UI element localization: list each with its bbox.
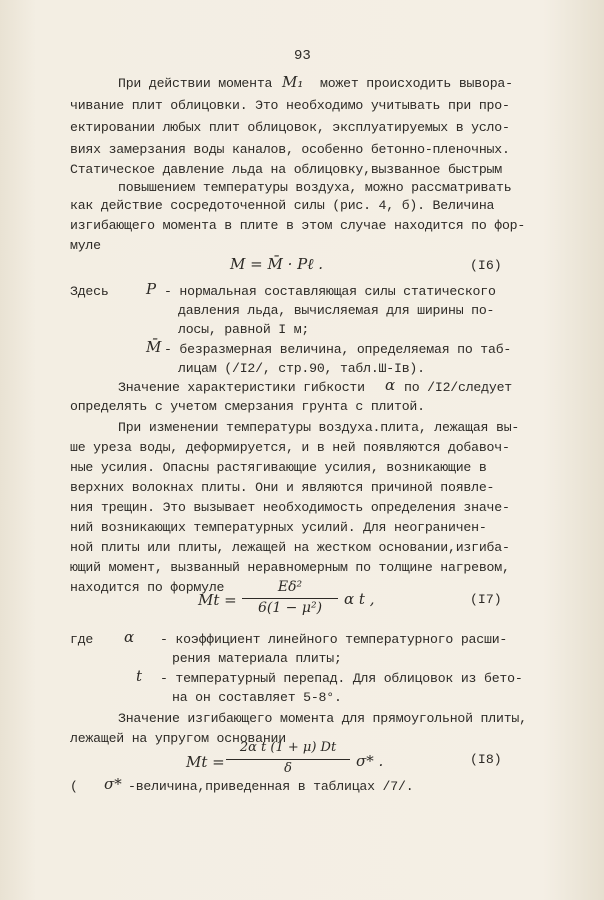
text-line: лежащей на упругом основании <box>70 731 286 746</box>
fraction-bar <box>226 759 350 760</box>
text-line: Здесь <box>70 284 109 299</box>
text-line: повышением температуры воздуха, можно рассматривать <box>118 180 512 195</box>
text-line: ные усилия. Опасны растягивающие усилия, возникающие в <box>70 460 487 475</box>
text-line: на он составляет 5-8°. <box>172 690 342 705</box>
text-line: ния трещин. Это вызывает необходимость определения значе- <box>70 500 510 515</box>
symbol-alpha: α <box>124 628 135 646</box>
text-line: -величина,приведенная в таблицах /7/. <box>128 779 414 794</box>
symbol-m1: M₁ <box>282 73 304 91</box>
symbol-t: t <box>136 667 143 685</box>
symbol-mbar: M̄ <box>146 338 162 356</box>
formula-18-lhs: Mt = <box>186 753 225 771</box>
fraction-bar <box>242 598 338 599</box>
text-line: давления льда, вычисляемая для ширины по- <box>178 303 495 318</box>
text-line: ектировании любых плит облицовок, эксплуатируемых в усло- <box>70 120 510 135</box>
text-line: чивание плит облицовки. Это необходимо учитывать при про- <box>70 98 510 113</box>
page-number: 93 <box>294 48 311 64</box>
formula-17-lhs: Mt = <box>198 591 237 609</box>
formula-18-denominator: δ <box>284 761 292 776</box>
formula-17-numerator: Eδ² <box>277 579 303 595</box>
text-line: определять с учетом смерзания грунта с плитой. <box>70 399 425 414</box>
text-line: где <box>70 632 94 647</box>
text-line: муле <box>70 238 101 253</box>
text-line: лосы, равной I м; <box>178 322 310 337</box>
equation-number: (I6) <box>470 258 502 273</box>
formula-16: M = M̄ · Pℓ . <box>230 255 324 273</box>
text-line: изгибающего момента в плите в этом случае находится по фор- <box>70 218 526 233</box>
text-line: При изменении температуры воздуха.плита, лежащая вы- <box>118 420 520 435</box>
text-line: Статическое давление льда на облицовку,вызванное быстрым <box>70 162 502 177</box>
text-line: Значение изгибающего момента для прямоугольной плиты, <box>118 711 527 726</box>
formula-18-tail: σ* . <box>356 752 384 770</box>
text-line: ( <box>70 779 78 794</box>
formula-18-numerator: 2α t (1 + μ) Dt <box>239 740 337 755</box>
formula-17-denominator: 6(1 − μ²) <box>257 600 323 616</box>
text-line: может происходить выворa- <box>320 76 513 91</box>
text-line: - безразмерная величина, определяемая по таб- <box>164 342 512 357</box>
formula-17-tail: α t , <box>344 590 375 608</box>
text-line: - нормальная составляющая силы статического <box>164 284 496 299</box>
text-line: ний возникающих температурных усилий. Для неограничен- <box>70 520 487 535</box>
text-line: Значение характеристики гибкости <box>118 380 365 395</box>
text-line: находится по формуле <box>70 580 225 595</box>
text-line: ше уреза воды, деформируется, и в ней появляются добавоч- <box>70 440 510 455</box>
text-line: - коэффициент линейного температурного расши- <box>160 632 508 647</box>
text-line: ной плиты или плиты, лежащей на жестком основании,изгиба- <box>70 540 510 555</box>
text-line: виях замерзания воды каналов, особенно бетонно-пленочных. <box>70 142 510 157</box>
symbol-sigma: σ* <box>104 775 122 793</box>
text-line: ющий момент, вызванный неравномерным по толщине нагревом, <box>70 560 510 575</box>
text-line: по /I2/следует <box>404 380 512 395</box>
text-line: верхних волокнах плиты. Они и являются причиной появле- <box>70 480 495 495</box>
symbol-p: P <box>146 280 157 298</box>
text-line: лицам (/I2/, стр.90, табл.Ш-Iв). <box>178 361 425 376</box>
text-line: рения материала плиты; <box>172 651 342 666</box>
symbol-alpha: α <box>385 376 396 394</box>
text-line: - температурный перепад. Для облицовок из бето- <box>160 671 523 686</box>
equation-number: (I8) <box>470 752 502 767</box>
equation-number: (I7) <box>470 592 502 607</box>
text-line: как действие сосредоточенной силы (рис. 4, б). Величина <box>70 198 495 213</box>
text-line: При действии момента <box>118 76 273 91</box>
